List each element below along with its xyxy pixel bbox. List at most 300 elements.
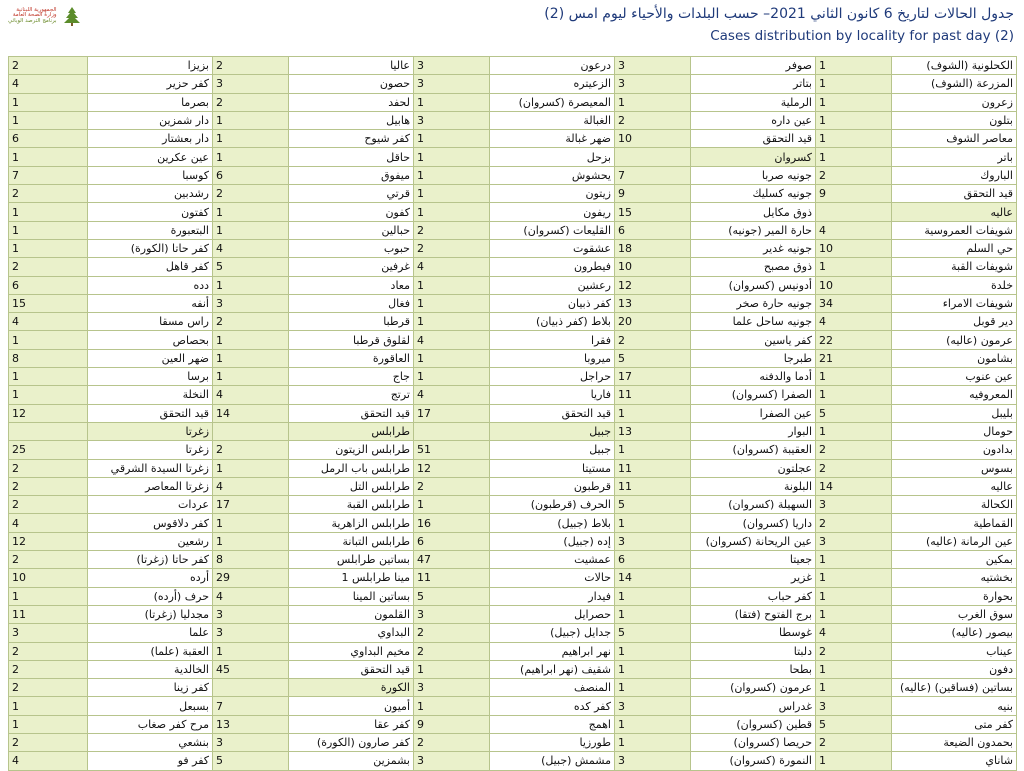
locality-name: يحشوش — [490, 166, 615, 184]
locality-name: كفر ذبيان — [490, 294, 615, 312]
case-count: 16 — [414, 514, 490, 532]
locality-name: اهمج — [490, 715, 615, 733]
locality-name: قرطبون — [490, 477, 615, 495]
case-count: 5 — [615, 496, 691, 514]
locality-name: حرف (أرده) — [88, 587, 213, 605]
locality-name: غوسطا — [691, 624, 816, 642]
case-count: 15 — [615, 203, 691, 221]
case-count: 1 — [9, 93, 88, 111]
case-count: 34 — [816, 294, 892, 312]
case-count: 20 — [615, 313, 691, 331]
table-row — [9, 551, 1017, 569]
locality-name: بنيه — [892, 697, 1017, 715]
table-row — [9, 313, 1017, 331]
locality-name: قرطبا — [289, 313, 414, 331]
ministry-logo — [8, 4, 94, 28]
locality-name: صوفر — [691, 57, 816, 75]
locality-name: حومال — [892, 422, 1017, 440]
case-count: 1 — [9, 221, 88, 239]
case-count: 6 — [213, 166, 289, 184]
case-count: 4 — [9, 75, 88, 93]
case-count: 6 — [9, 276, 88, 294]
locality-name: عين الرمانة (عاليه) — [892, 532, 1017, 550]
case-count: 3 — [615, 752, 691, 770]
district-header-filler — [9, 422, 88, 440]
locality-name: المنصف — [490, 679, 615, 697]
locality-name: حصون — [289, 75, 414, 93]
locality-name: بحمدون الضيعة — [892, 733, 1017, 751]
locality-name: كسروان — [691, 148, 816, 166]
locality-name: بسبعل — [88, 697, 213, 715]
locality-name: طرابلس التل — [289, 477, 414, 495]
locality-name: دده — [88, 276, 213, 294]
case-count: 3 — [414, 75, 490, 93]
case-count: 4 — [9, 752, 88, 770]
table-row — [9, 57, 1017, 75]
locality-name: كوسبا — [88, 166, 213, 184]
logo-line-1: الجمهورية اللبنانية — [16, 6, 57, 13]
locality-name: دفون — [892, 660, 1017, 678]
case-count: 1 — [414, 276, 490, 294]
locality-name: فيطرون — [490, 258, 615, 276]
locality-name: مخيم البداوي — [289, 642, 414, 660]
table-row — [9, 679, 1017, 697]
locality-name: جدايل (جبيل) — [490, 624, 615, 642]
locality-name: بساتين طرابلس — [289, 551, 414, 569]
locality-name: طرابلس الزاهرية — [289, 514, 414, 532]
table-row — [9, 203, 1017, 221]
case-count: 12 — [9, 404, 88, 422]
case-count: 6 — [9, 130, 88, 148]
case-count: 1 — [816, 569, 892, 587]
table-row — [9, 496, 1017, 514]
locality-name: طرابلس الزيتون — [289, 441, 414, 459]
locality-name: الكورة — [289, 679, 414, 697]
case-count: 1 — [213, 130, 289, 148]
locality-name: طرابلس باب الرمل — [289, 459, 414, 477]
district-header-filler — [414, 422, 490, 440]
table-row — [9, 660, 1017, 678]
locality-name: بصرما — [88, 93, 213, 111]
case-count: 1 — [414, 496, 490, 514]
locality-name: البتعبورة — [88, 221, 213, 239]
locality-name: خلدة — [892, 276, 1017, 294]
locality-name: أميون — [289, 697, 414, 715]
case-count: 10 — [615, 130, 691, 148]
case-count: 22 — [816, 331, 892, 349]
case-count: 11 — [615, 459, 691, 477]
case-count: 4 — [414, 386, 490, 404]
case-count: 5 — [213, 752, 289, 770]
case-count: 8 — [9, 349, 88, 367]
case-count: 1 — [9, 111, 88, 129]
locality-name: بساتين (فساقين) (عاليه) — [892, 679, 1017, 697]
case-count: 3 — [816, 496, 892, 514]
case-count: 2 — [213, 93, 289, 111]
locality-name: عين عكرين — [88, 148, 213, 166]
locality-name: حالات — [490, 569, 615, 587]
case-count: 2 — [414, 221, 490, 239]
case-count: 1 — [213, 276, 289, 294]
case-count: 2 — [816, 642, 892, 660]
locality-name: كفر قاهل — [88, 258, 213, 276]
case-count: 5 — [615, 349, 691, 367]
case-count: 1 — [816, 679, 892, 697]
case-count: 1 — [213, 349, 289, 367]
locality-name: بليبل — [892, 404, 1017, 422]
locality-name: دلبتا — [691, 642, 816, 660]
locality-name: جاج — [289, 368, 414, 386]
locality-name: الصفرا (كسروان) — [691, 386, 816, 404]
locality-name: كفر حباب — [691, 587, 816, 605]
case-count: 3 — [213, 605, 289, 623]
locality-name: غدراس — [691, 697, 816, 715]
locality-name: الرملية — [691, 93, 816, 111]
locality-name: الزعيتره — [490, 75, 615, 93]
locality-name: حاقل — [289, 148, 414, 166]
locality-name: مستيتا — [490, 459, 615, 477]
case-count: 3 — [213, 294, 289, 312]
case-count: 1 — [9, 587, 88, 605]
case-count: 2 — [213, 313, 289, 331]
case-count: 1 — [816, 258, 892, 276]
table-row — [9, 715, 1017, 733]
locality-name: زيتون — [490, 185, 615, 203]
locality-name: البوار — [691, 422, 816, 440]
case-count: 10 — [816, 239, 892, 257]
case-count: 1 — [615, 733, 691, 751]
case-count: 11 — [414, 569, 490, 587]
case-count: 2 — [9, 185, 88, 203]
table-row — [9, 514, 1017, 532]
case-count: 15 — [9, 294, 88, 312]
table-row — [9, 386, 1017, 404]
case-count: 2 — [9, 660, 88, 678]
locality-name: شويفات العمروسية — [892, 221, 1017, 239]
case-count: 4 — [9, 514, 88, 532]
case-count: 2 — [615, 331, 691, 349]
locality-name: ريفون — [490, 203, 615, 221]
locality-name: عمشيت — [490, 551, 615, 569]
locality-name: الخالدية — [88, 660, 213, 678]
locality-name: العاقورة — [289, 349, 414, 367]
case-count: 4 — [816, 624, 892, 642]
case-count: 1 — [615, 93, 691, 111]
locality-name: كفر فو — [88, 752, 213, 770]
case-count: 3 — [414, 111, 490, 129]
locality-name: كفتون — [88, 203, 213, 221]
locality-name: قرتي — [289, 185, 414, 203]
locality-name: عجلتون — [691, 459, 816, 477]
locality-name: فقرا — [490, 331, 615, 349]
locality-name: لحفد — [289, 93, 414, 111]
locality-name: زغرتا — [88, 441, 213, 459]
case-count: 1 — [615, 605, 691, 623]
case-count: 6 — [414, 532, 490, 550]
locality-name: قيد التحقق — [289, 660, 414, 678]
case-count: 4 — [414, 331, 490, 349]
case-count: 2 — [9, 733, 88, 751]
locality-name: بنشعي — [88, 733, 213, 751]
case-count: 13 — [615, 422, 691, 440]
locality-name: بلاط (كفر ذبيان) — [490, 313, 615, 331]
locality-name: ترتج — [289, 386, 414, 404]
locality-name: النخلة — [88, 386, 213, 404]
locality-name: زغرتا — [88, 422, 213, 440]
case-count: 2 — [816, 733, 892, 751]
locality-name: مجدليا (زغرتا) — [88, 605, 213, 623]
locality-name: عاليا — [289, 57, 414, 75]
case-count: 3 — [414, 605, 490, 623]
case-count: 5 — [213, 258, 289, 276]
case-count: 1 — [414, 660, 490, 678]
locality-name: زغرتا المعاصر — [88, 477, 213, 495]
cases-table-body — [9, 57, 1017, 771]
case-count: 1 — [414, 368, 490, 386]
locality-name: بحصاص — [88, 331, 213, 349]
case-count: 3 — [615, 532, 691, 550]
locality-name: العقيبة (كسروان) — [691, 441, 816, 459]
case-count: 4 — [816, 313, 892, 331]
case-count: 45 — [213, 660, 289, 678]
case-count: 7 — [9, 166, 88, 184]
case-count: 1 — [213, 148, 289, 166]
case-count: 17 — [414, 404, 490, 422]
logo-line-2: وزارة الصحة العامة — [12, 12, 57, 19]
locality-name: فغال — [289, 294, 414, 312]
case-count: 2 — [9, 477, 88, 495]
case-count: 4 — [9, 313, 88, 331]
table-row — [9, 185, 1017, 203]
locality-name: حبوب — [289, 239, 414, 257]
case-count: 1 — [615, 514, 691, 532]
case-count: 1 — [9, 148, 88, 166]
case-count: 18 — [615, 239, 691, 257]
locality-name: قيد التحقق — [691, 130, 816, 148]
locality-name: بتلون — [892, 111, 1017, 129]
table-row — [9, 111, 1017, 129]
case-count: 2 — [9, 459, 88, 477]
table-row — [9, 276, 1017, 294]
locality-name: حارة المير (جونيه) — [691, 221, 816, 239]
case-count: 5 — [414, 587, 490, 605]
locality-name: معاصر الشوف — [892, 130, 1017, 148]
locality-name: قيد التحقق — [88, 404, 213, 422]
case-count: 2 — [9, 551, 88, 569]
case-count: 1 — [414, 313, 490, 331]
locality-name: شاناي — [892, 752, 1017, 770]
locality-name: إده (جبيل) — [490, 532, 615, 550]
locality-name: بساتين المينا — [289, 587, 414, 605]
case-count: 2 — [414, 642, 490, 660]
case-count: 2 — [816, 441, 892, 459]
locality-name: عين الصفرا — [691, 404, 816, 422]
case-count: 1 — [615, 715, 691, 733]
locality-name: القليعات (كسروان) — [490, 221, 615, 239]
table-row — [9, 569, 1017, 587]
locality-name: عاليه — [892, 477, 1017, 495]
locality-name: جونيه ساحل علما — [691, 313, 816, 331]
locality-name: باتر — [892, 148, 1017, 166]
case-count: 1 — [414, 203, 490, 221]
case-count: 17 — [213, 496, 289, 514]
locality-name: أرده — [88, 569, 213, 587]
case-count: 1 — [213, 221, 289, 239]
table-row — [9, 75, 1017, 93]
page-header — [0, 0, 1024, 54]
locality-name: مشمش (جبيل) — [490, 752, 615, 770]
case-count: 2 — [414, 624, 490, 642]
locality-name: زغرتا السيدة الشرقي — [88, 459, 213, 477]
table-row — [9, 422, 1017, 440]
case-count: 1 — [816, 368, 892, 386]
case-count: 2 — [9, 258, 88, 276]
case-count: 1 — [414, 294, 490, 312]
case-count: 1 — [615, 679, 691, 697]
locality-name: الغبالة — [490, 111, 615, 129]
table-row — [9, 404, 1017, 422]
table-row — [9, 441, 1017, 459]
locality-name: المعيصرة (كسروان) — [490, 93, 615, 111]
case-count: 3 — [213, 624, 289, 642]
cases-table — [8, 56, 1017, 771]
locality-name: عين داره — [691, 111, 816, 129]
locality-name: الحرف (قرطبون) — [490, 496, 615, 514]
table-row — [9, 477, 1017, 495]
locality-name: كفر شيوح — [289, 130, 414, 148]
locality-name: ذوق مكايل — [691, 203, 816, 221]
case-count: 2 — [213, 441, 289, 459]
locality-name: كفر حزير — [88, 75, 213, 93]
locality-name: العقبة (علما) — [88, 642, 213, 660]
case-count: 3 — [615, 697, 691, 715]
case-count: 10 — [615, 258, 691, 276]
locality-name: بزحل — [490, 148, 615, 166]
locality-name: مرح كفر صغاب — [88, 715, 213, 733]
locality-name: بسوس — [892, 459, 1017, 477]
case-count: 29 — [213, 569, 289, 587]
logo-line-3: برنامج الترصد الوبائي — [8, 17, 57, 24]
case-count: 5 — [816, 715, 892, 733]
locality-name: جبيل — [490, 441, 615, 459]
table-row — [9, 349, 1017, 367]
case-count: 1 — [9, 368, 88, 386]
locality-name: جونيه حارة صخر — [691, 294, 816, 312]
locality-name: المعروفيه — [892, 386, 1017, 404]
case-count: 3 — [414, 752, 490, 770]
case-count: 1 — [213, 203, 289, 221]
case-count: 1 — [414, 130, 490, 148]
case-count: 1 — [213, 514, 289, 532]
case-count: 1 — [816, 148, 892, 166]
case-count: 51 — [414, 441, 490, 459]
locality-name: بخشتيه — [892, 569, 1017, 587]
locality-name: طرابلس القبة — [289, 496, 414, 514]
locality-name: جونيه كسليك — [691, 185, 816, 203]
case-count: 1 — [213, 642, 289, 660]
locality-name: كفر متى — [892, 715, 1017, 733]
locality-name: كفر حاتا (الكورة) — [88, 239, 213, 257]
locality-name: عردات — [88, 496, 213, 514]
case-count: 6 — [615, 551, 691, 569]
case-count: 1 — [615, 587, 691, 605]
locality-name: ميفوق — [289, 166, 414, 184]
table-row — [9, 166, 1017, 184]
locality-name: ميروبا — [490, 349, 615, 367]
case-count: 2 — [816, 514, 892, 532]
case-count: 2 — [816, 459, 892, 477]
title-arabic: جدول الحالات لتاريخ 6 كانون الثاني 2021– حسب البلدات والأحياء ليوم امس (2) — [544, 6, 1014, 22]
case-count: 1 — [213, 532, 289, 550]
table-row — [9, 221, 1017, 239]
locality-name: فاريا — [490, 386, 615, 404]
case-count: 1 — [816, 75, 892, 93]
locality-name: كفر ياسين — [691, 331, 816, 349]
locality-name: قيد التحقق — [490, 404, 615, 422]
case-count: 1 — [9, 386, 88, 404]
locality-name: البداوي — [289, 624, 414, 642]
locality-name: جونيه غدير — [691, 239, 816, 257]
case-count: 14 — [213, 404, 289, 422]
locality-name: قيد التحقق — [892, 185, 1017, 203]
case-count: 13 — [213, 715, 289, 733]
locality-name: بزيزا — [88, 57, 213, 75]
locality-name: نهر ابراهيم — [490, 642, 615, 660]
table-row — [9, 733, 1017, 751]
case-count: 1 — [615, 642, 691, 660]
case-count: 2 — [9, 496, 88, 514]
table-row — [9, 93, 1017, 111]
locality-name: جعيتا — [691, 551, 816, 569]
locality-name: كفون — [289, 203, 414, 221]
locality-name: عاليه — [892, 203, 1017, 221]
table-row — [9, 532, 1017, 550]
case-count: 10 — [816, 276, 892, 294]
locality-name: زعرون — [892, 93, 1017, 111]
locality-name: عشقوت — [490, 239, 615, 257]
locality-name: رشدبين — [88, 185, 213, 203]
case-count: 1 — [414, 148, 490, 166]
case-count: 2 — [615, 111, 691, 129]
locality-name: الكحلونية (الشوف) — [892, 57, 1017, 75]
case-count: 14 — [816, 477, 892, 495]
case-count: 1 — [816, 130, 892, 148]
case-count: 4 — [213, 386, 289, 404]
case-count: 1 — [615, 404, 691, 422]
case-count: 9 — [615, 185, 691, 203]
table-row — [9, 239, 1017, 257]
case-count: 1 — [816, 422, 892, 440]
case-count: 1 — [414, 349, 490, 367]
case-count: 1 — [816, 386, 892, 404]
table-row — [9, 624, 1017, 642]
locality-name: رعشين — [490, 276, 615, 294]
table-row — [9, 605, 1017, 623]
locality-name: أدما والدفنه — [691, 368, 816, 386]
table-row — [9, 697, 1017, 715]
locality-name: برج الفتوح (فتقا) — [691, 605, 816, 623]
locality-name: القلمون — [289, 605, 414, 623]
locality-name: كفر عقا — [289, 715, 414, 733]
locality-name: حريصا (كسروان) — [691, 733, 816, 751]
case-count: 2 — [816, 166, 892, 184]
case-count: 3 — [213, 75, 289, 93]
locality-name: عرمون (كسروان) — [691, 679, 816, 697]
locality-name: الباروك — [892, 166, 1017, 184]
case-count: 14 — [615, 569, 691, 587]
case-count: 1 — [213, 111, 289, 129]
locality-name: دار شمزين — [88, 111, 213, 129]
